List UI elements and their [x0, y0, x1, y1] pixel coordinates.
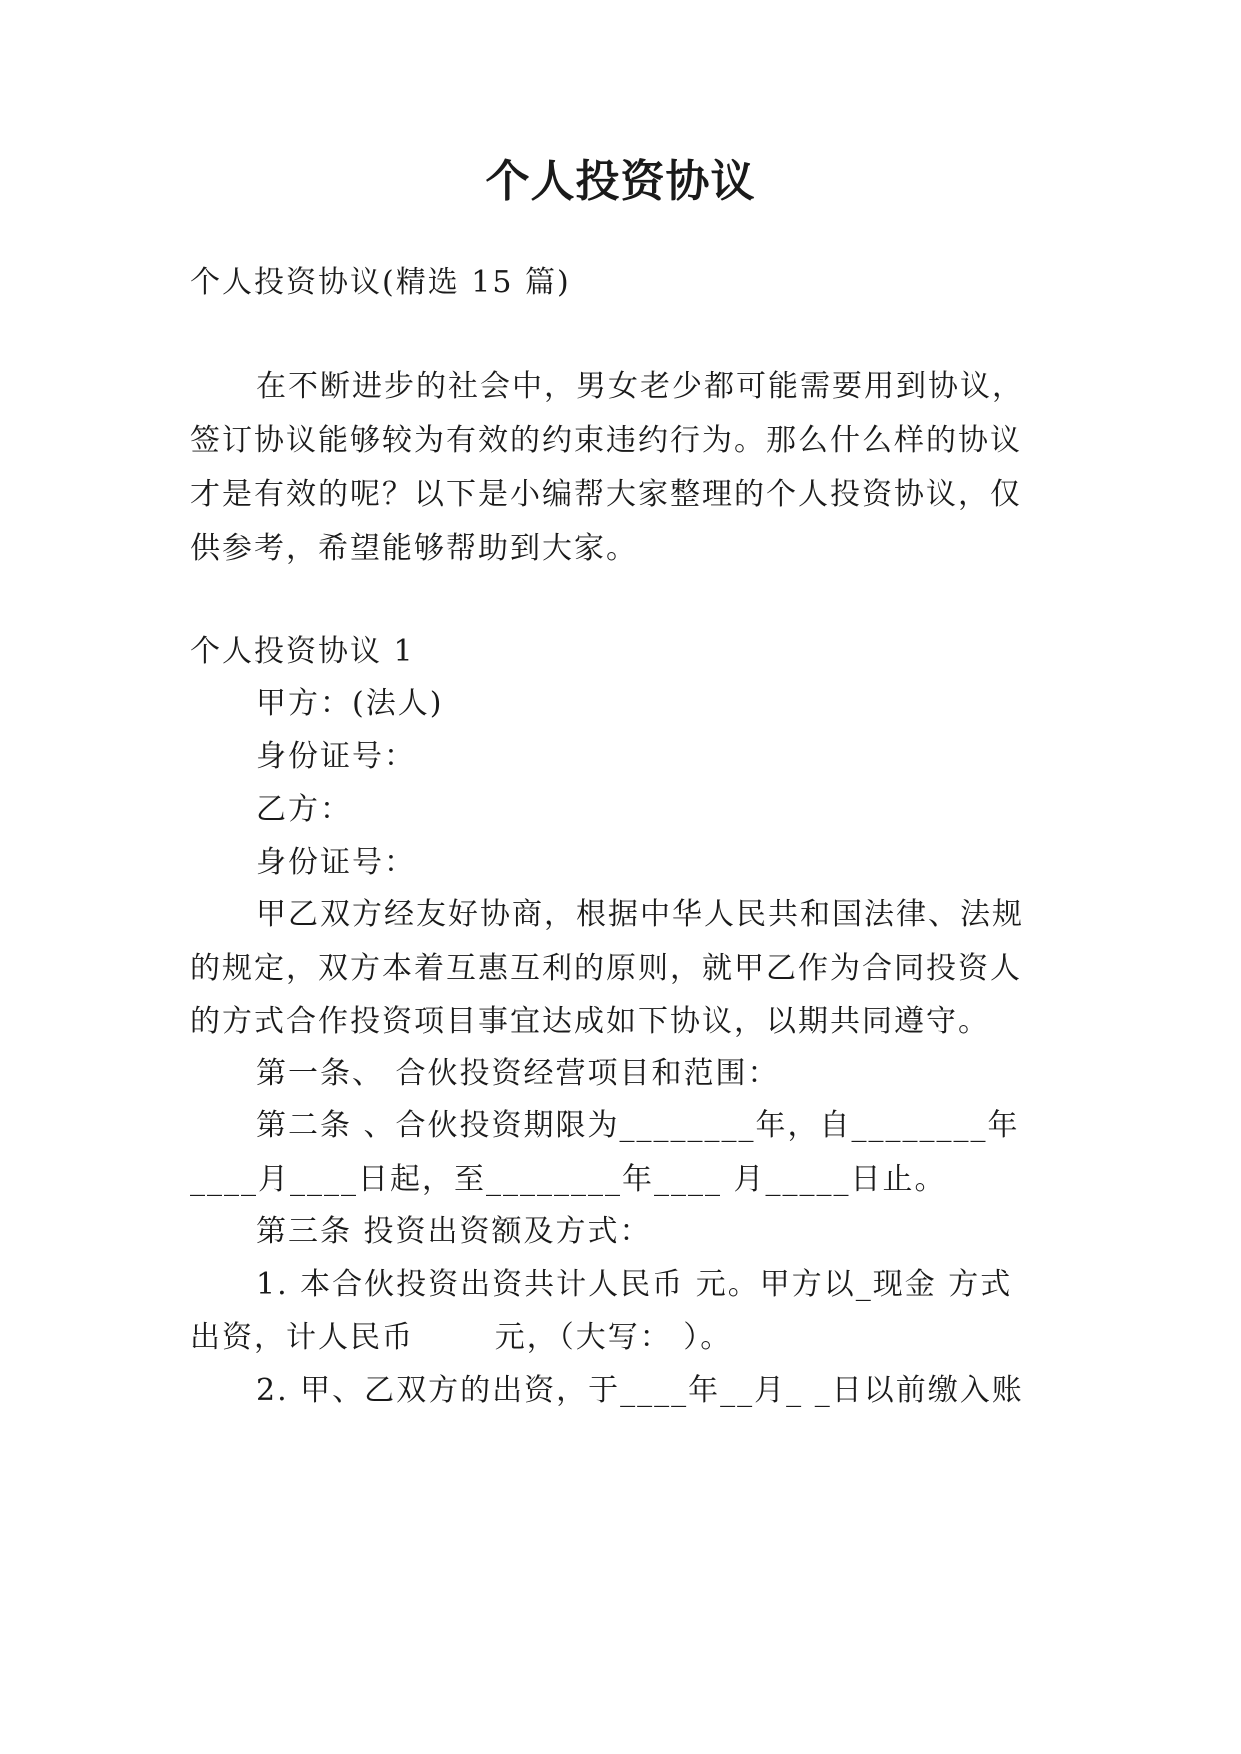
item-1-line-2: 出资，计人民币 元，（大写： ）。: [190, 1320, 733, 1355]
agreement-line-2: 的规定，双方本着互惠互利的原则，就甲乙作为合同投资人: [190, 951, 1022, 986]
party-a-line: 甲方：(法人): [256, 686, 444, 721]
agreement-line-3: 的方式合作投资项目事宜达成如下协议，以期共同遵守。: [190, 1004, 990, 1039]
section-heading: 个人投资协议 1: [190, 634, 415, 669]
intro-line-2: 签订协议能够较为有效的约束违约行为。那么什么样的协议: [190, 423, 1022, 458]
agreement-line-1: 甲乙双方经友好协商，根据中华人民共和国法律、法规: [256, 897, 1024, 932]
item-1-line-1: 1. 本合伙投资出资共计人民币 元。甲方以_现金 方式: [256, 1267, 1013, 1302]
party-b-id-line: 身份证号：: [256, 845, 416, 880]
intro-line-1: 在不断进步的社会中，男女老少都可能需要用到协议，: [256, 369, 1024, 404]
intro-line-4: 供参考，希望能够帮助到大家。: [190, 531, 638, 566]
item-2-line-1: 2. 甲、乙双方的出资，于____年__月_ _日以前缴入账: [256, 1373, 1024, 1408]
document-subtitle: 个人投资协议(精选 15 篇): [190, 265, 571, 300]
party-b-line: 乙方：: [256, 792, 352, 827]
party-a-id-line: 身份证号：: [256, 739, 416, 774]
document-title: 个人投资协议: [485, 156, 756, 207]
intro-line-3: 才是有效的呢？以下是小编帮大家整理的个人投资协议，仅: [190, 477, 1022, 512]
article-2-line-2: ____月____日起，至________年____ 月_____日止。: [190, 1162, 947, 1197]
article-3: 第三条 投资出资额及方式：: [256, 1214, 652, 1249]
article-1: 第一条、 合伙投资经营项目和范围：: [256, 1056, 780, 1091]
article-2-line-1: 第二条 、合伙投资期限为________年，自________年: [256, 1108, 1020, 1143]
